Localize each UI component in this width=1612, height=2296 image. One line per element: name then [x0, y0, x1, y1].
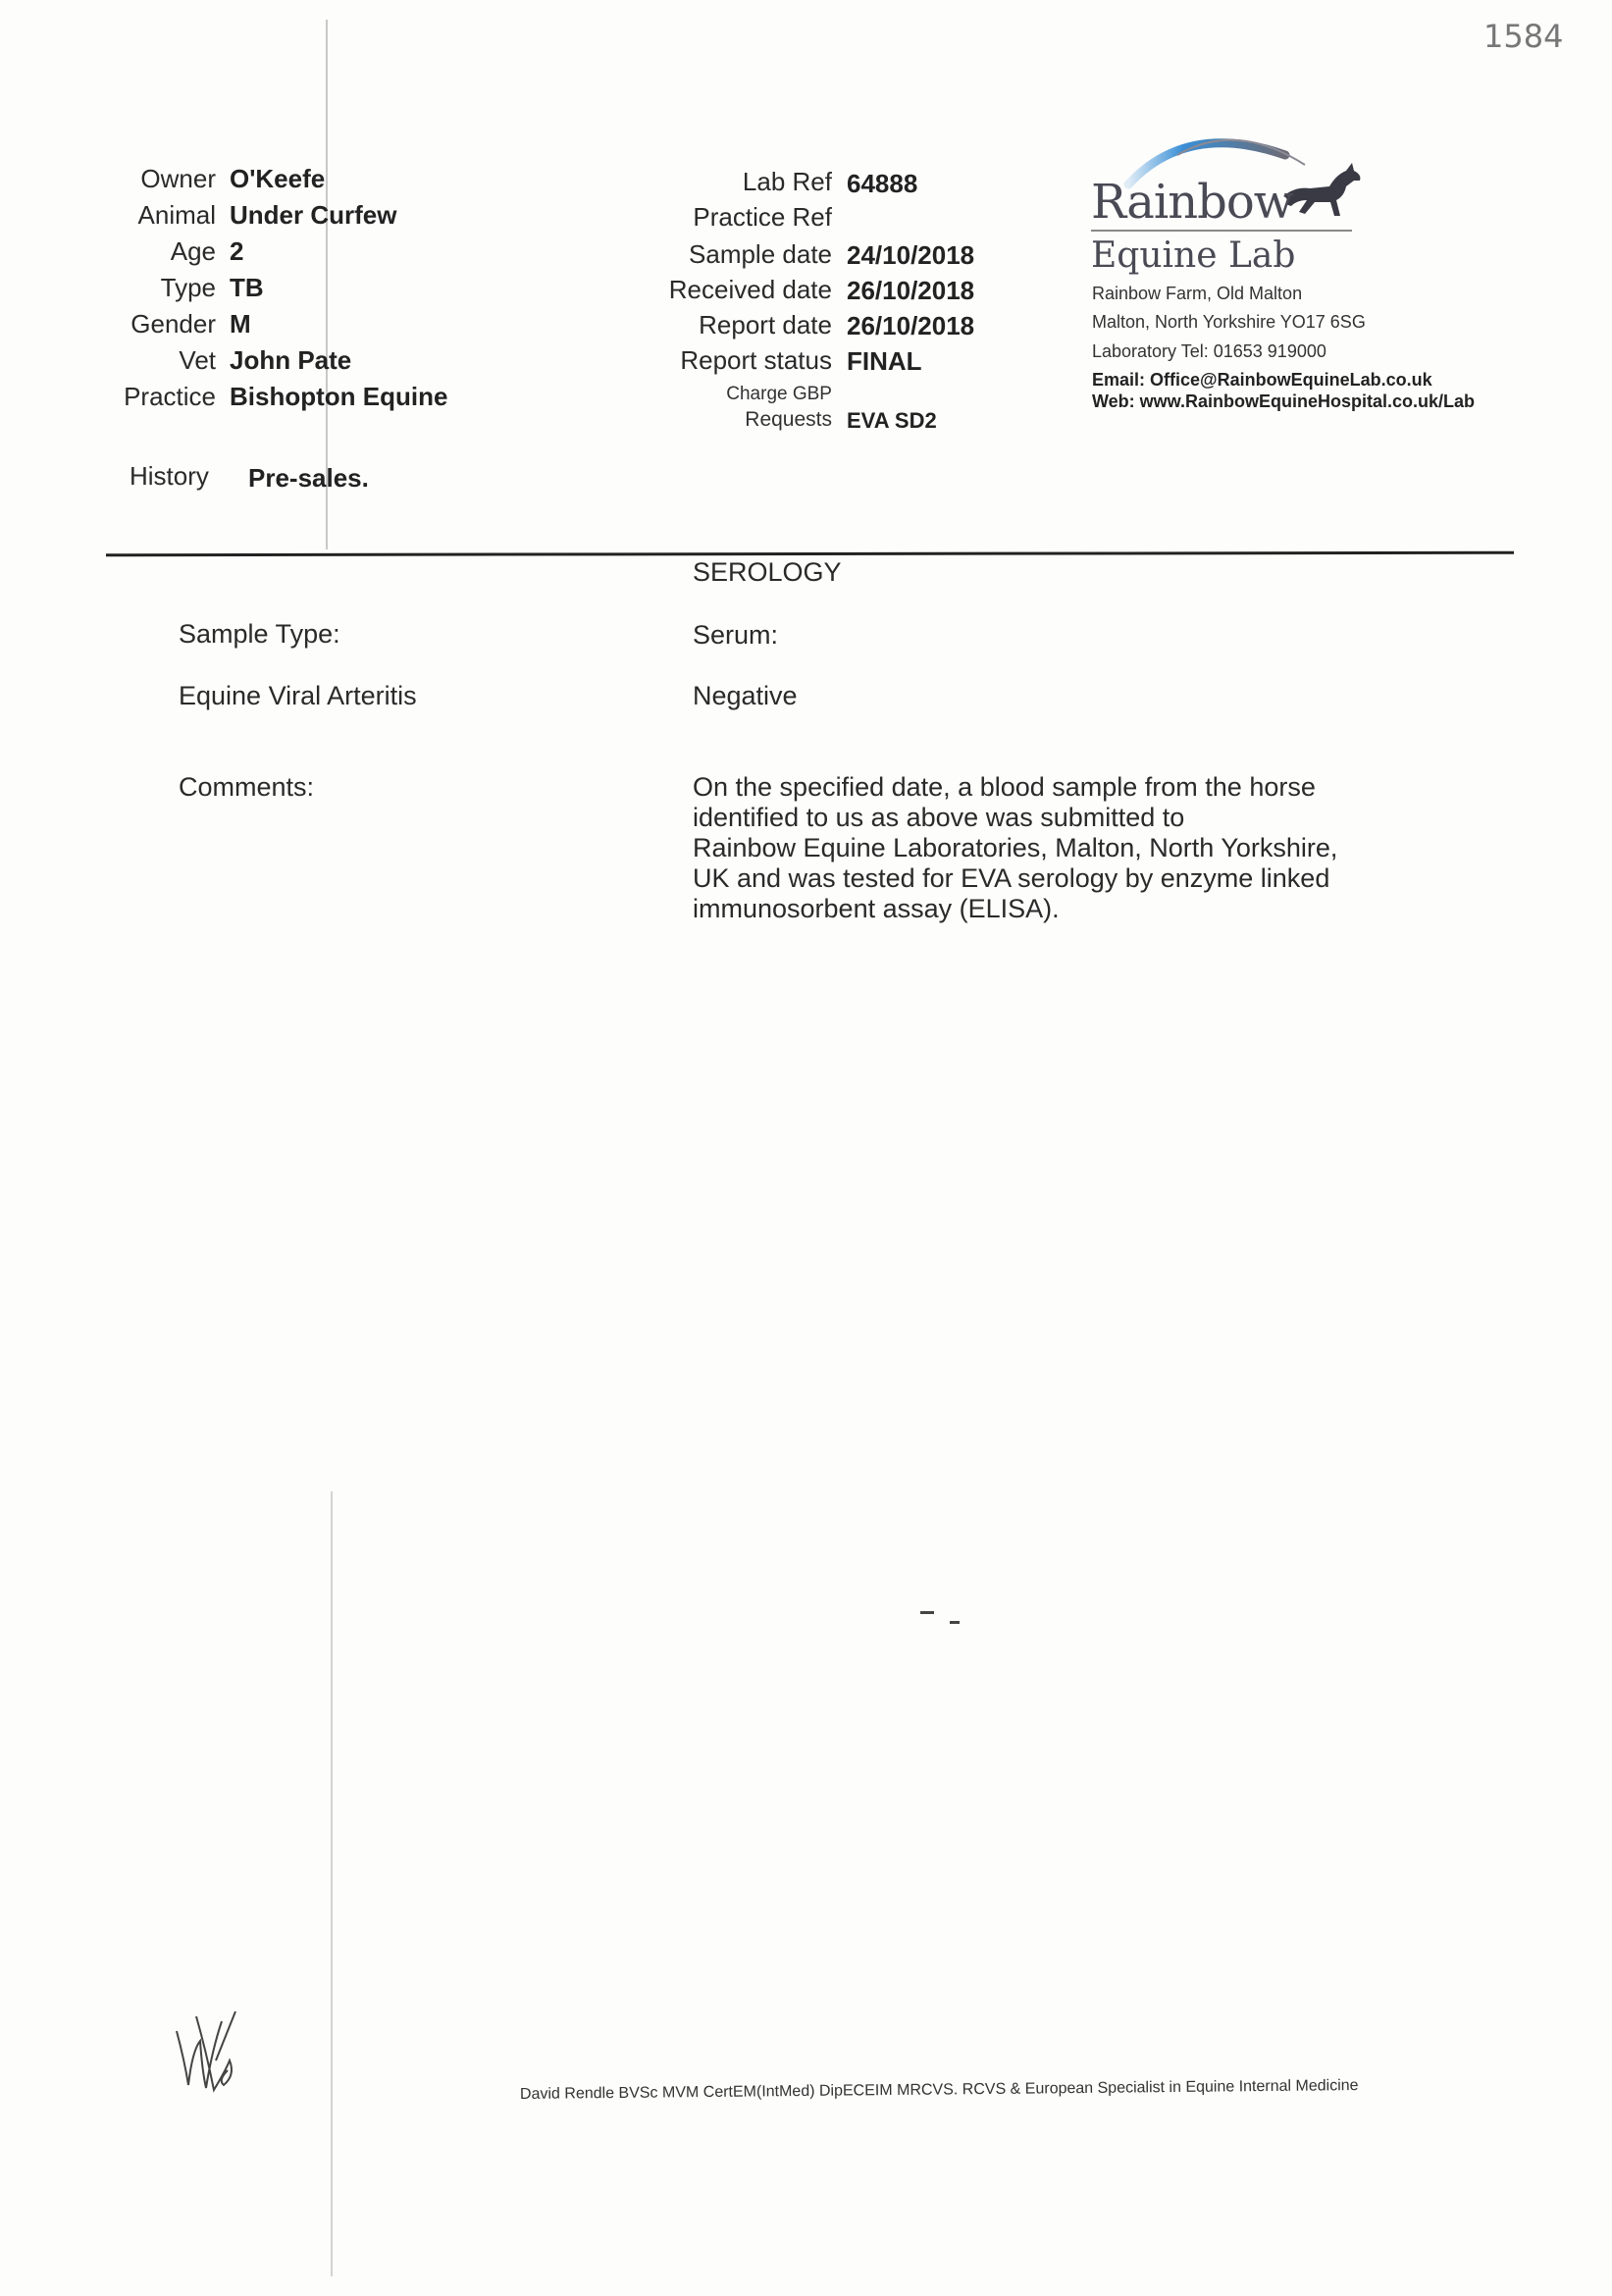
requests-value: EVA SD2 — [847, 408, 937, 433]
test-label: Equine Viral Arteritis — [179, 681, 417, 710]
owner-value: O'Keefe — [230, 164, 326, 193]
report-date-label: Report date — [699, 310, 832, 339]
received-date-value: 26/10/2018 — [847, 276, 975, 305]
vet-label: Vet — [179, 345, 216, 375]
lab-address-1: Rainbow Farm, Old Malton — [1092, 284, 1303, 303]
animal-label: Animal — [137, 200, 216, 230]
sample-type-value: Serum: — [693, 620, 779, 650]
practice-value: Bishopton Equine — [230, 382, 448, 411]
type-value: TB — [230, 273, 264, 302]
scan-mark — [920, 1611, 934, 1614]
sample-type-label: Sample Type: — [179, 619, 340, 649]
lab-ref-value: 64888 — [847, 169, 918, 198]
lab-address-2: Malton, North Yorkshire YO17 6SG — [1092, 312, 1366, 332]
report-status-label: Report status — [680, 345, 832, 375]
comments-label: Comments: — [179, 772, 315, 802]
comments-line: On the specified date, a blood sample from the horse — [693, 772, 1316, 802]
scan-mark — [950, 1621, 960, 1624]
owner-label: Owner — [140, 164, 216, 193]
page-mark: 1584 — [1483, 18, 1564, 55]
footer-credentials: David Rendle BVSc MVM CertEM(IntMed) DipECEIM MRCVS. RCVS & European Specialist in Equine Internal Medicine — [519, 2077, 1359, 2103]
lab-email: Email: Office@RainbowEquineLab.co.uk — [1092, 370, 1432, 390]
charge-label: Charge GBP — [726, 384, 832, 404]
report-date-value: 26/10/2018 — [847, 311, 975, 340]
received-date-label: Received date — [668, 275, 832, 304]
practice-label: Practice — [124, 382, 216, 411]
animal-value: Under Curfew — [230, 200, 397, 230]
signature — [167, 2002, 255, 2100]
gender-label: Gender — [130, 309, 216, 339]
practice-ref-label: Practice Ref — [693, 202, 832, 232]
age-label: Age — [170, 236, 216, 266]
logo-rainbow: Rainbow — [1091, 175, 1293, 230]
test-result: Negative — [693, 681, 798, 710]
comments-line: Rainbow Equine Laboratories, Malton, North Yorkshire, — [693, 833, 1338, 862]
sample-date-label: Sample date — [689, 239, 832, 269]
sample-date-value: 24/10/2018 — [847, 240, 975, 270]
logo-equine-lab: Equine Lab — [1091, 235, 1296, 276]
lab-tel: Laboratory Tel: 01653 919000 — [1092, 341, 1326, 361]
logo-divider — [1091, 230, 1352, 232]
history-label: History — [130, 461, 209, 491]
gender-value: M — [230, 309, 251, 339]
type-label: Type — [160, 273, 216, 302]
header-rule — [106, 551, 1514, 557]
age-value: 2 — [230, 236, 244, 266]
lab-web: Web: www.RainbowEquineHospital.co.uk/Lab — [1092, 391, 1476, 411]
comments-line: identified to us as above was submitted to — [693, 803, 1185, 832]
scan-line — [331, 1491, 333, 2276]
comments-line: immunosorbent assay (ELISA). — [693, 894, 1060, 923]
history-value: Pre-sales. — [248, 463, 369, 493]
vet-value: John Pate — [230, 345, 352, 375]
comments-text — [693, 772, 1337, 924]
comments-line: UK and was tested for EVA serology by enzyme linked — [693, 863, 1330, 893]
requests-label: Requests — [745, 408, 832, 431]
report-status-value: FINAL — [847, 346, 922, 376]
lab-ref-label: Lab Ref — [742, 167, 832, 196]
section-title: SEROLOGY — [693, 557, 842, 587]
